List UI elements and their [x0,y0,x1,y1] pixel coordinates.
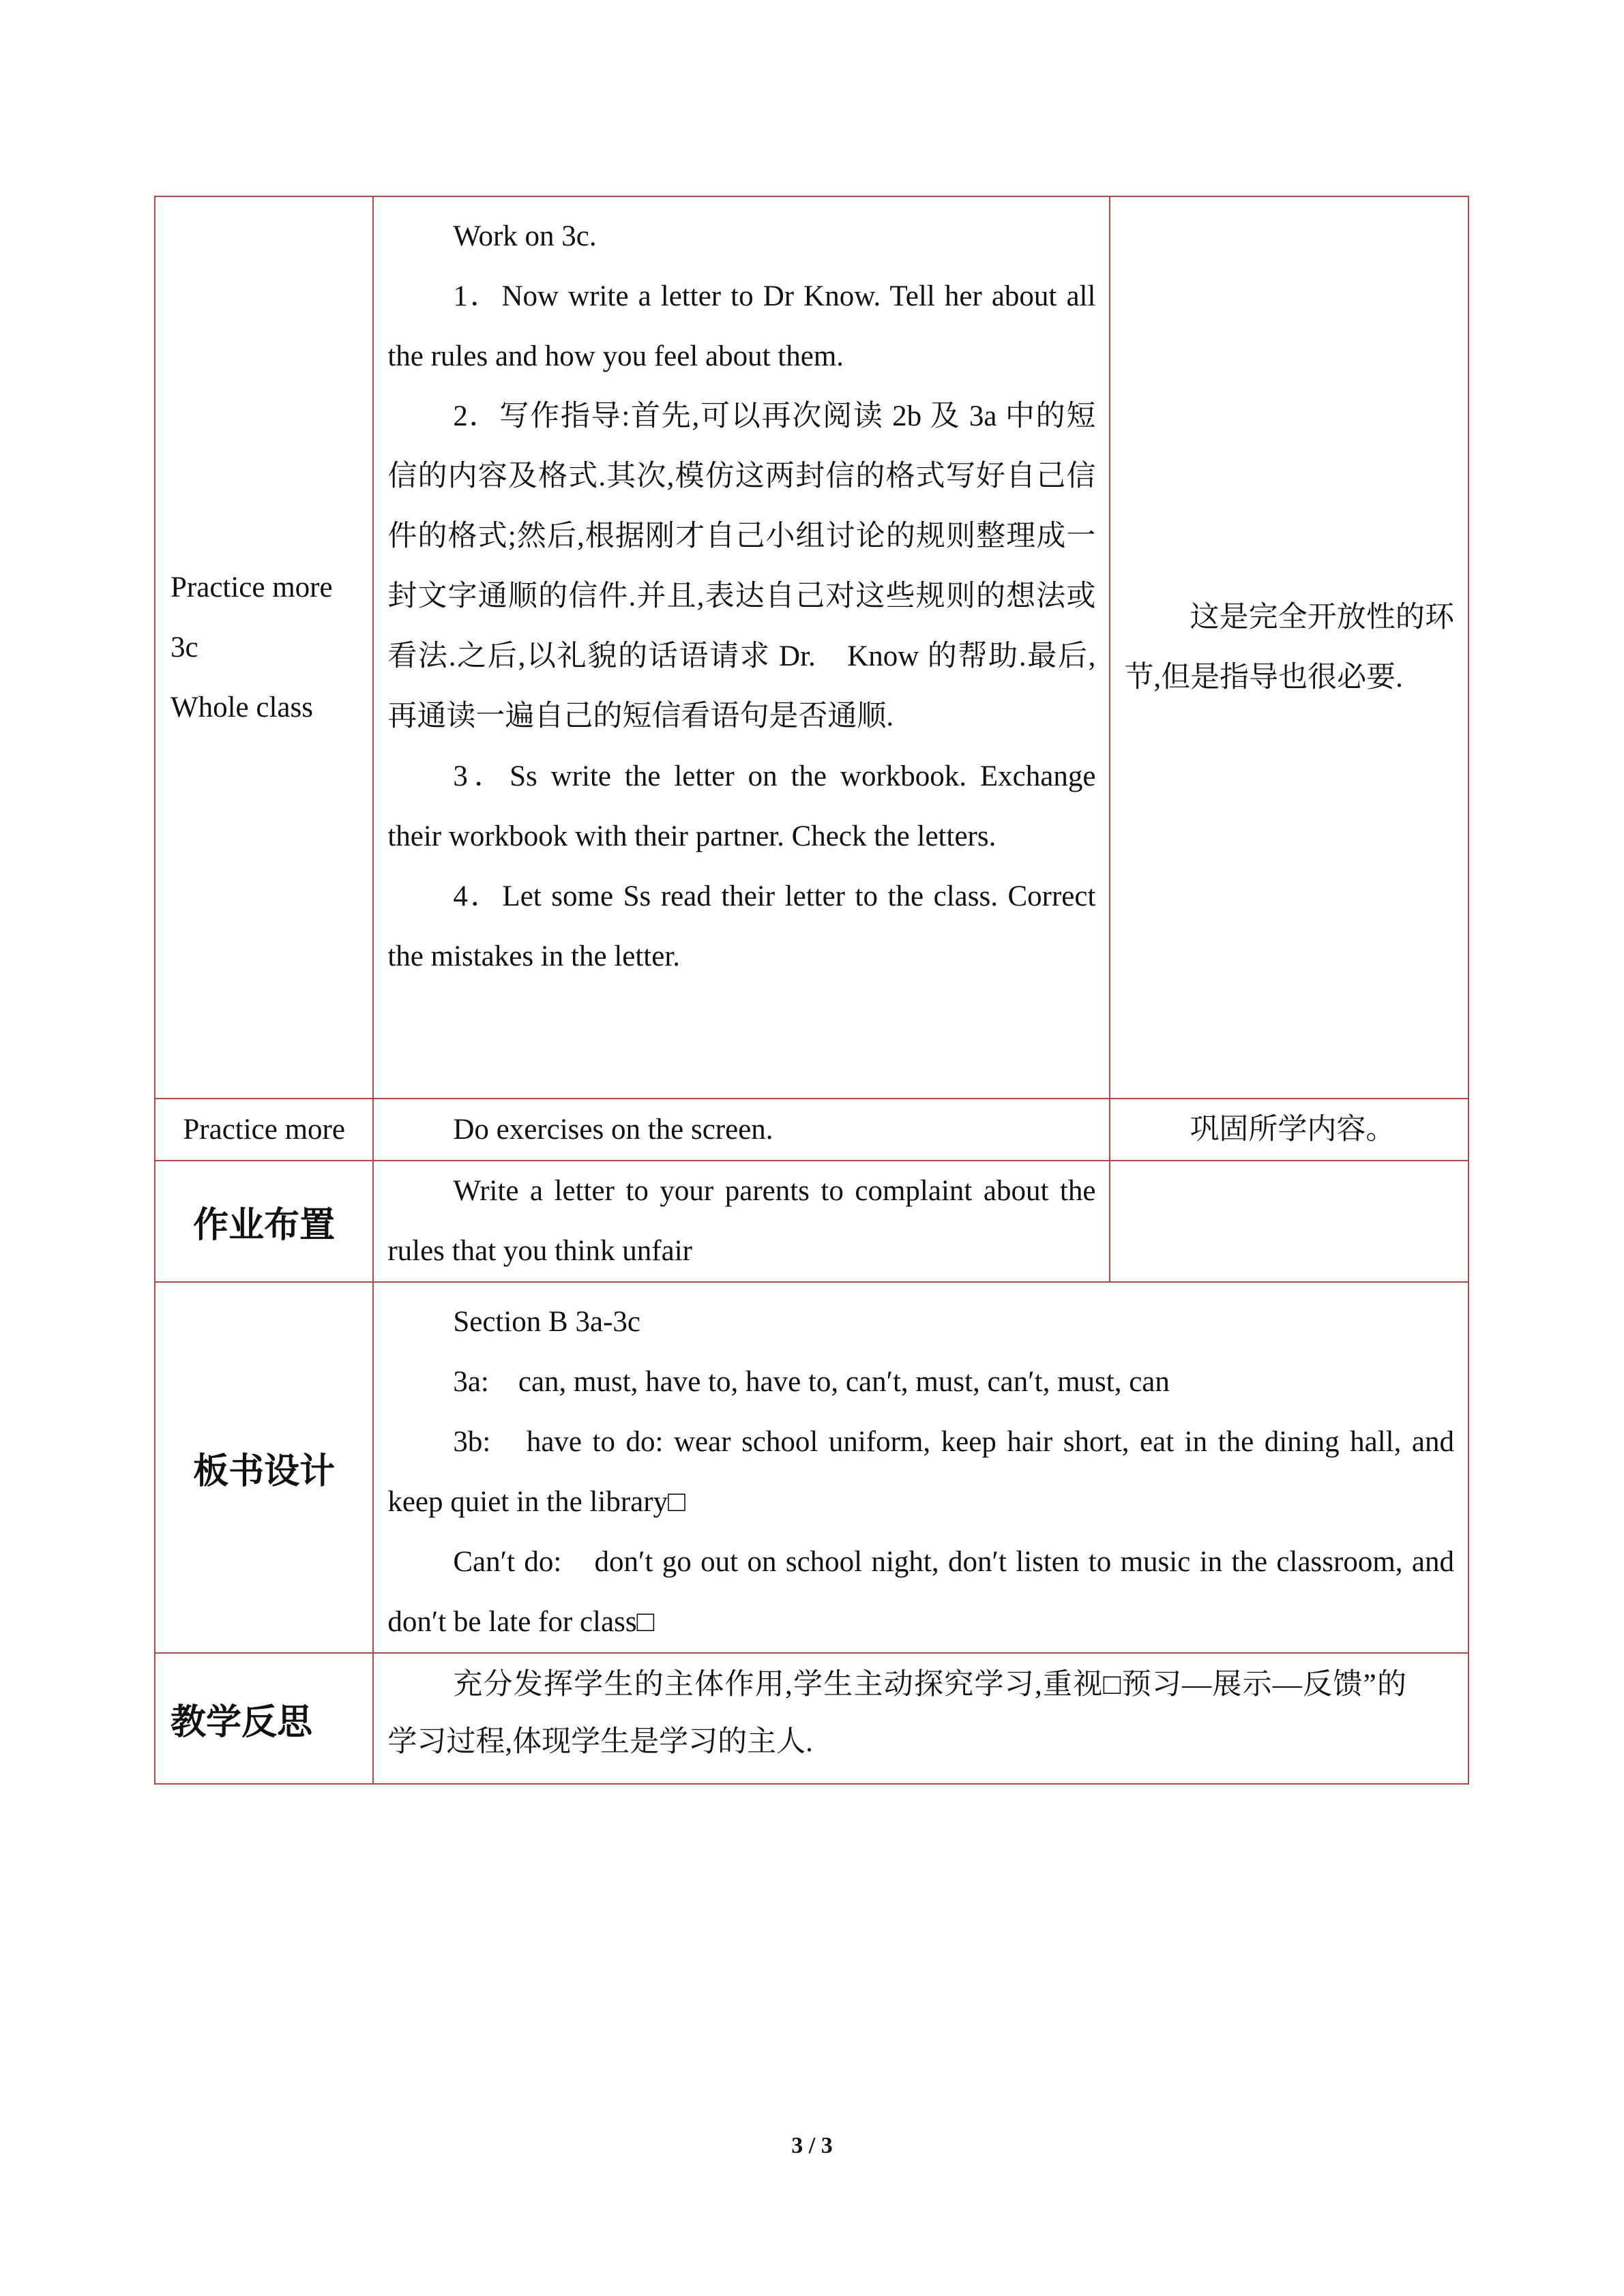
reflection-label: 教学反思 [171,1701,313,1743]
blackboard-line: Can′t do: don′t go out on school night, don′t listen to music in the classroom, and don′t be late for class□ [387,1546,1454,1638]
lesson-plan-table [154,196,1469,1785]
activity-cell [373,1099,1110,1161]
blackboard-line: 3b: have to do: wear school uniform, keep hair short, eat in the dining hall, and keep quiet in the library□ [387,1426,1454,1518]
activity-paragraph: Work on 3c. [453,220,597,252]
stage-label: Practice more [183,1113,345,1146]
label-cell [155,1653,373,1784]
table-row-blackboard [155,1282,1468,1653]
stage-line: 3c [171,631,198,664]
blackboard-cell [373,1282,1468,1653]
stage-line: Practice more [171,571,333,603]
design-note: 巩固所学内容。 [1190,1113,1396,1146]
activity-paragraph: Do exercises on the screen. [453,1113,773,1146]
reflection-text: 充分发挥学生的主体作用,学生主动探究学习,重视□预习—展示—反馈”的学习过程,体现学生是学习的主人. [387,1669,1406,1758]
table-row-reflection [155,1653,1468,1784]
note-cell [1110,1161,1468,1282]
label-cell [155,1161,373,1282]
blackboard-line: 3a: can, must, have to, have to, can′t, must, can′t, must, can [453,1366,1170,1398]
note-cell [1110,1099,1468,1161]
page-number: 3 / 3 [791,2133,833,2158]
stage-cell [155,196,373,1099]
blackboard-line: Section B 3a-3c [453,1306,640,1338]
activity-paragraph: 1．Now write a letter to Dr Know. Tell her about all the rules and how you feel about them. [387,280,1096,372]
note-cell [1110,196,1468,1099]
activity-paragraph: 4．Let some Ss read their letter to the class. Correct the mistakes in the letter. [387,880,1096,972]
stage-line: Whole class [171,691,313,724]
homework-text: Write a letter to your parents to complaint about the rules that you think unfair [387,1175,1096,1267]
activity-paragraph: 3．Ss write the letter on the workbook. Exchange their workbook with their partner. Check the letters. [387,760,1096,852]
activity-paragraph: 2．写作指导:首先,可以再次阅读 2b 及 3a 中的短信的内容及格式.其次,模仿这两封信的格式写好自己信件的格式;然后,根据刚才自己小组讨论的规则整理成一封文字通顺的信件.并且,表达自己对这些规则的想法或看法.之后,以礼貌的话语请求 Dr. Know 的帮助.最后,再通读一遍自己的短信看语句是否通顺. [387,400,1096,732]
table-row-practice-3c [155,196,1468,1099]
activity-cell [373,1161,1110,1282]
homework-label: 作业布置 [193,1204,336,1246]
design-note: 这是完全开放性的环节,但是指导也很必要. [1124,601,1454,694]
table-row-practice-more [155,1099,1468,1161]
label-cell [155,1282,373,1653]
table-row-homework [155,1161,1468,1282]
reflection-cell [373,1653,1468,1784]
activity-cell [373,196,1110,1099]
blackboard-label: 板书设计 [193,1450,336,1492]
stage-cell [155,1099,373,1161]
